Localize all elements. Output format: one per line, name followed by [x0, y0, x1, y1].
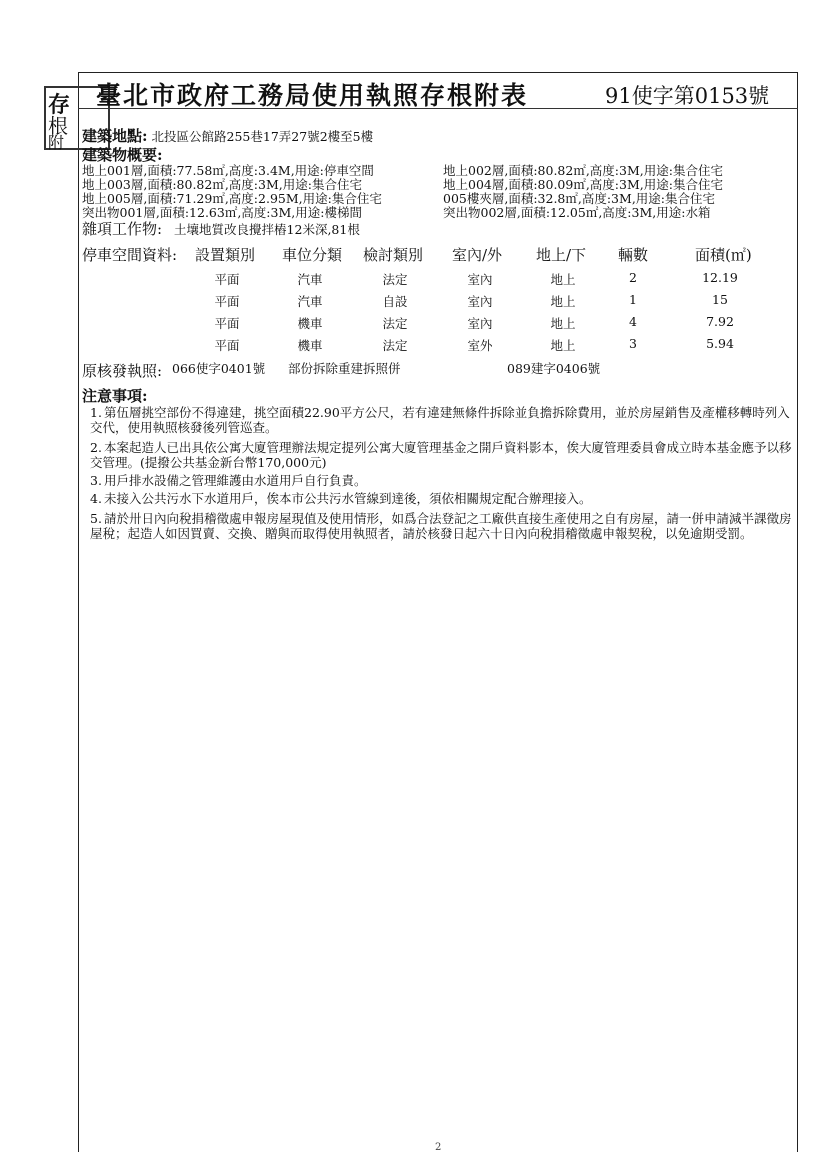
- parking-cell: 自設: [382, 294, 408, 309]
- notes-label: [82, 385, 148, 406]
- note-item-5: [90, 511, 798, 541]
- parking-cell: 2: [629, 270, 637, 285]
- parking-cell: 7.92: [706, 314, 734, 329]
- stamp-char-2: 根: [48, 114, 68, 138]
- frame-left-border: [78, 72, 79, 1152]
- parking-cell: 5.94: [706, 336, 734, 351]
- parking-cell: 平面: [214, 294, 240, 309]
- overview-row-2-left: 地上003層,面積:80.82㎡,高度:3M,用途:集合住宅: [82, 177, 362, 192]
- parking-cell: 12.19: [702, 270, 738, 285]
- note-number: 1.: [90, 405, 102, 420]
- stamp-char-1: 存: [48, 92, 71, 118]
- frame-right-border: [797, 72, 798, 1152]
- overview-label: 建築物概要:: [82, 146, 163, 164]
- parking-cell: 法定: [382, 316, 408, 331]
- parking-cell: 室內: [467, 272, 493, 287]
- original-license-item-1: 066使字0401號: [172, 361, 266, 376]
- parking-cell: 地上: [550, 294, 576, 309]
- misc-work-row: [82, 222, 360, 237]
- overview-label-row: [82, 148, 163, 163]
- note-item-2: [90, 440, 798, 470]
- parking-col-indoor: 室內/外: [452, 246, 503, 264]
- note-item-4: [90, 491, 798, 506]
- parking-cell: 地上: [550, 272, 576, 287]
- note-text: 未接入公共污水下水道用戶，俟本市公共污水管線到達後，須依相關規定配合辦理接入。: [104, 491, 592, 506]
- notes-label-text: 注意事項:: [82, 387, 148, 405]
- parking-cell: 機車: [297, 316, 323, 331]
- note-number: 2.: [90, 440, 102, 455]
- note-item-1: [90, 405, 798, 435]
- overview-row-2-right: 地上004層,面積:80.09㎡,高度:3M,用途:集合住宅: [443, 177, 723, 192]
- note-text: 請於卅日內向稅捐稽徵處申報房屋現值及使用情形，如爲合法登記之工廠供直接生產使用之自有房屋，請一併申請減半課徵房屋稅；起造人如因買賣、交換、贈與而取得使用執照者，請於核發日起六十日內向稅捐稽徵處申報契稅，以免逾期受罰。: [90, 511, 792, 541]
- parking-col-count: 輛數: [618, 246, 649, 264]
- overview-row-1-right: 地上002層,面積:80.82㎡,高度:3M,用途:集合住宅: [443, 163, 723, 178]
- stamp-char-3: 附: [48, 133, 65, 152]
- page-number: 2: [435, 1142, 442, 1153]
- location-value: 北投區公館路255巷17弄27號2樓至5樓: [151, 129, 374, 144]
- parking-cell: 地上: [550, 316, 576, 331]
- document-number: 91使字第0153號: [605, 84, 770, 108]
- note-item-3: [90, 473, 798, 488]
- parking-cell: 法定: [382, 272, 408, 287]
- parking-cell: 室內: [467, 316, 493, 331]
- note-number: 5.: [90, 511, 102, 526]
- parking-cell: 平面: [214, 338, 240, 353]
- parking-cell: 平面: [214, 316, 240, 331]
- parking-label: 停車空間資料:: [82, 246, 178, 264]
- overview-row-3-right: 005樓夾層,面積:32.8㎡,高度:3M,用途:集合住宅: [443, 191, 715, 206]
- parking-cell: 3: [629, 336, 637, 351]
- note-text: 本案起造人已出具依公寓大廈管理辦法規定提列公寓大廈管理基金之開戶資料影本，俟大廈管理委員會成立時本基金應予以移交管理。(提撥公共基金新台幣170,000元): [90, 440, 792, 470]
- parking-cell: 室外: [467, 338, 493, 353]
- parking-col-review: 檢討類別: [363, 246, 424, 264]
- parking-cell: 汽車: [297, 294, 323, 309]
- parking-cell: 室內: [467, 294, 493, 309]
- document-title: 臺北市政府工務局使用執照存根附表: [96, 81, 529, 110]
- location-label: 建築地點:: [82, 127, 148, 145]
- parking-cell: 地上: [550, 338, 576, 353]
- overview-row-4-right: 突出物002層,面積:12.05㎡,高度:3M,用途:水箱: [443, 205, 711, 220]
- note-number: 4.: [90, 491, 102, 506]
- location-row: [82, 129, 373, 144]
- parking-cell: 4: [629, 314, 637, 329]
- note-text: 第伍層挑空部份不得違建，挑空面積22.90平方公尺，若有違建無條件拆除並負擔拆除費用，並於房屋銷售及產權移轉時列入交代，使用執照核發後列管巡查。: [90, 405, 790, 435]
- misc-work-value: 土壤地質改良攪拌樁12米深,81根: [174, 222, 360, 237]
- note-text: 用戶排水設備之管理維護由水道用戶自行負責。: [104, 473, 367, 488]
- parking-cell: 機車: [297, 338, 323, 353]
- parking-col-area: 面積(㎡): [695, 246, 752, 264]
- parking-cell: 15: [712, 292, 728, 307]
- original-license-label: 原核發執照:: [82, 362, 163, 380]
- note-number: 3.: [90, 473, 102, 488]
- original-license-item-2: 部份拆除重建拆照併: [288, 361, 401, 376]
- overview-row-4-left: 突出物001層,面積:12.63㎡,高度:3M,用途:樓梯間: [82, 205, 362, 220]
- parking-cell: 汽車: [297, 272, 323, 287]
- frame-top-border: [78, 72, 798, 73]
- original-license-item-3: 089建字0406號: [507, 361, 601, 376]
- parking-cell: 平面: [214, 272, 240, 287]
- parking-col-type: 設置類別: [195, 246, 256, 264]
- parking-col-level: 地上/下: [536, 246, 587, 264]
- overview-row-1-left: 地上001層,面積:77.58㎡,高度:3.4M,用途:停車空間: [82, 163, 374, 178]
- parking-col-category: 車位分類: [282, 246, 343, 264]
- parking-cell: 法定: [382, 338, 408, 353]
- parking-cell: 1: [629, 292, 637, 307]
- overview-row-3-left: 地上005層,面積:71.29㎡,高度:2.95M,用途:集合住宅: [82, 191, 382, 206]
- misc-work-label: 雜項工作物:: [82, 220, 163, 238]
